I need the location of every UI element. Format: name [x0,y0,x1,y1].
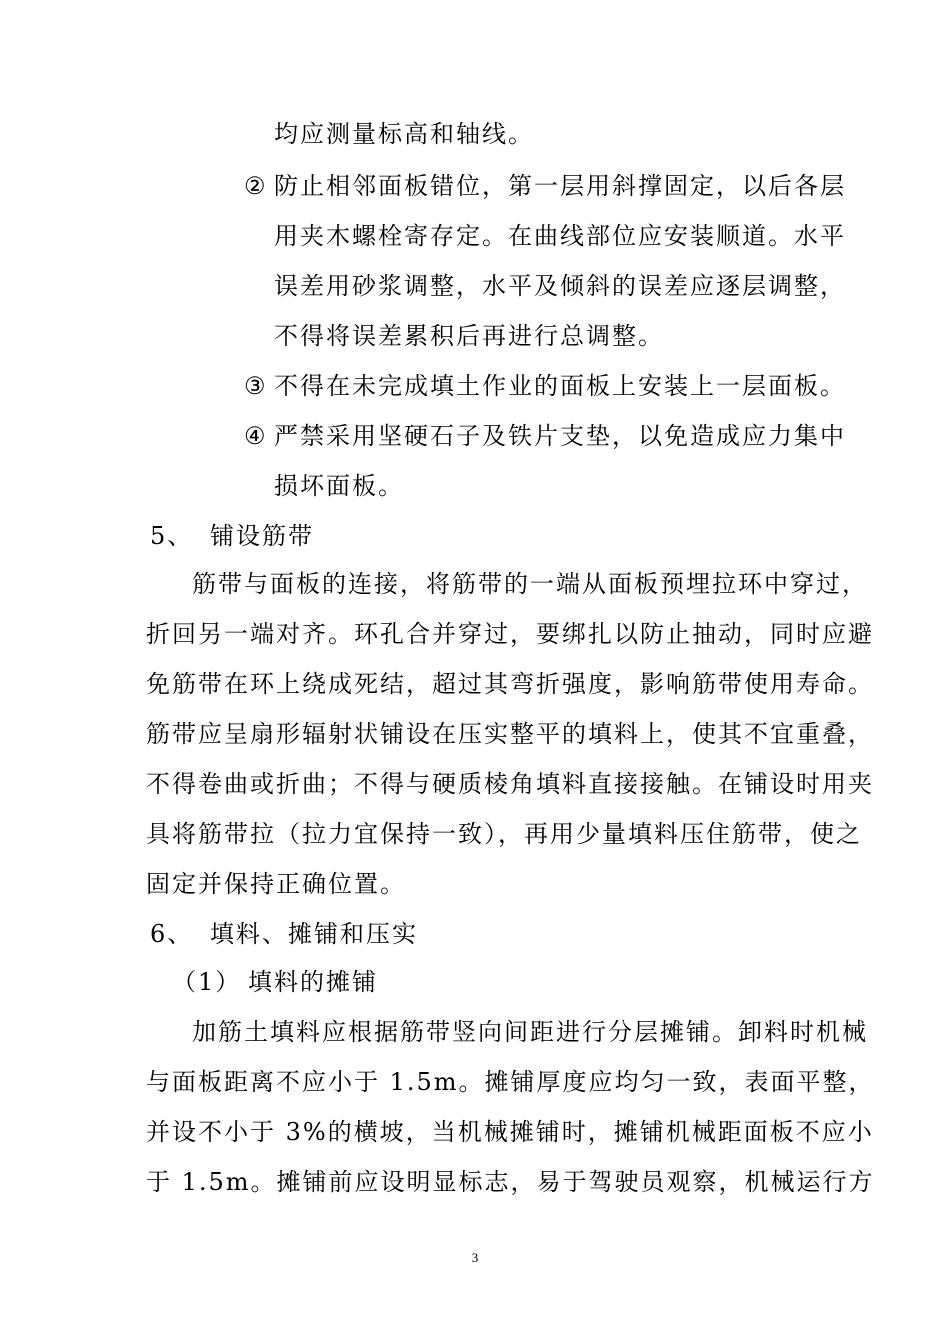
section6-paragraph-line: 于 1.5m。摊铺前应设明显标志，易于驾驶员观察，机械运行方 [146,1168,875,1196]
section5-paragraph-line: 免筋带在环上绕成死结，超过其弯折强度，影响筋带使用寿命。 [146,670,874,698]
subsection1-title: 填料的摊铺 [248,968,378,996]
section5-paragraph-line: 折回另一端对齐。环孔合并穿过，要绑扎以防止抽动，同时应避 [146,620,874,648]
section6-number: 6、 [150,920,194,948]
item2-line: 误差用砂浆调整，水平及倾斜的误差应逐层调整， [274,272,846,300]
section6-title: 填料、摊铺和压实 [210,920,418,948]
item4-line: 损坏面板。 [274,472,404,500]
section6-paragraph-line: 与面板距离不应小于 1.5m。摊铺厚度应均匀一致，表面平整， [146,1068,875,1096]
item2-marker: ② [244,172,266,200]
section5-paragraph-line: 筋带与面板的连接，将筋带的一端从面板预埋拉环中穿过， [192,570,868,598]
item4-marker: ④ [244,422,266,450]
item3-line: 不得在未完成填土作业的面板上安装上一层面板。 [274,372,846,400]
section5-paragraph-line: 具将筋带拉（拉力宜保持一致），再用少量填料压住筋带，使之 [146,820,862,848]
section6-paragraph-line: 加筋土填料应根据筋带竖向间距进行分层摊铺。卸料时机械 [192,1018,868,1046]
section6-paragraph-line: 并设不小于 3%的横坡，当机械摊铺时，摊铺机械距面板不应小 [146,1118,874,1146]
section5-paragraph-line: 固定并保持正确位置。 [146,870,406,898]
item4-line: 严禁采用坚硬石子及铁片支垫，以免造成应力集中 [274,422,846,450]
item2-line: 用夹木螺栓寄存定。在曲线部位应安装顺道。水平 [274,222,846,250]
item1-continuation-line: 均应测量标高和轴线。 [274,120,534,148]
section5-paragraph-line: 不得卷曲或折曲；不得与硬质棱角填料直接接触。在铺设时用夹 [146,770,874,798]
subsection1-number: （1） [172,968,242,996]
page-number: 3 [471,1250,479,1265]
section5-paragraph-line: 筋带应呈扇形辐射状铺设在压实整平的填料上，使其不宜重叠， [146,720,874,748]
item2-line: 不得将误差累积后再进行总调整。 [274,322,664,350]
section5-title: 铺设筋带 [210,522,314,550]
item3-marker: ③ [244,372,266,400]
section5-number: 5、 [150,522,194,550]
item2-line: 防止相邻面板错位，第一层用斜撑固定，以后各层 [274,172,846,200]
